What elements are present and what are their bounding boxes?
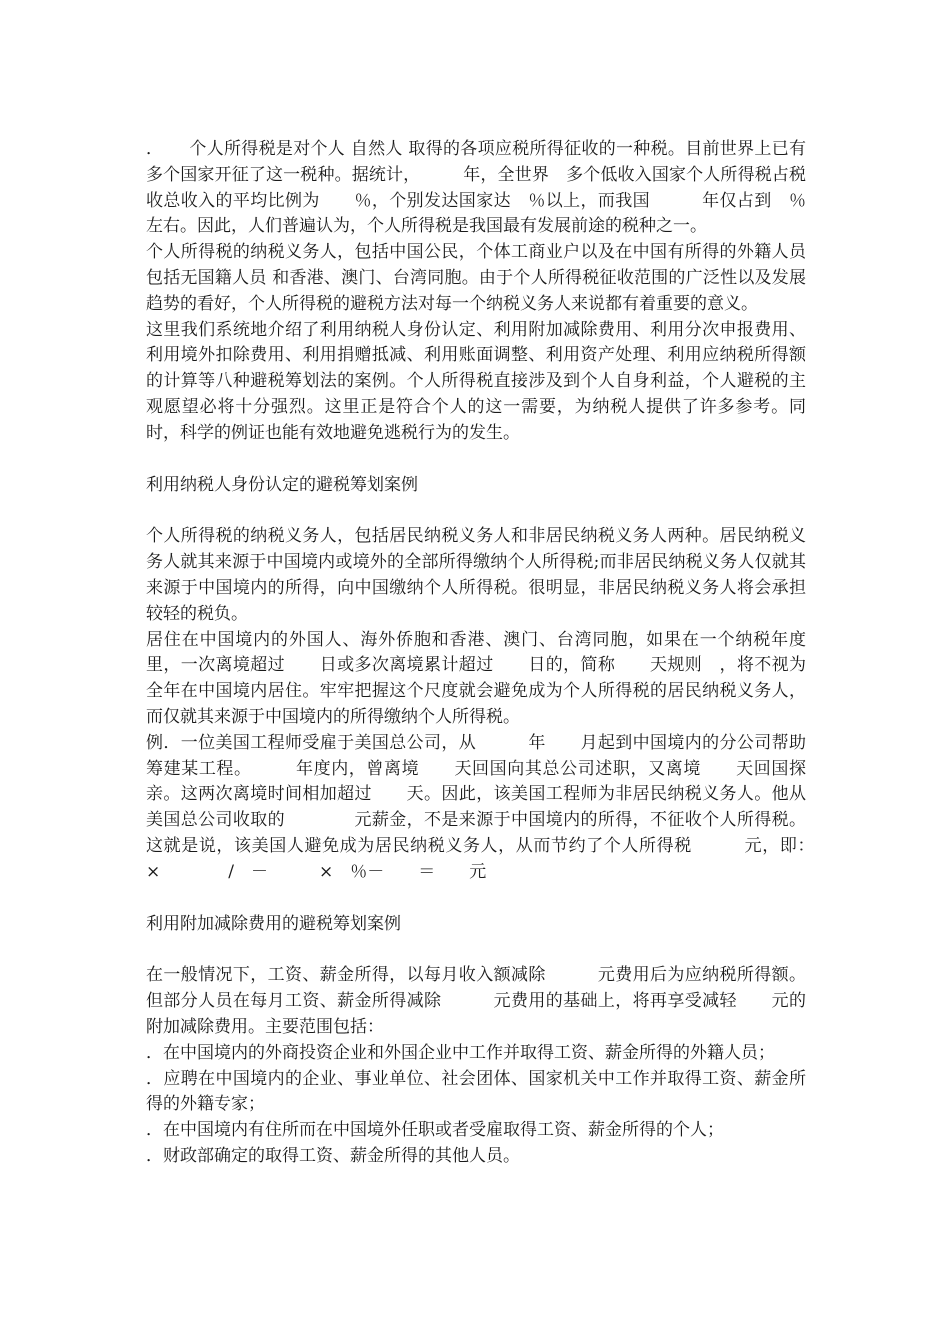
section-heading-identity: 利用纳税人身份认定的避税筹划案例 <box>146 474 418 495</box>
intro-paragraph: 这里我们系统地介绍了利用纳税人身份认定、利用附加减除费用、利用分次申报费用、利用境外扣除费用、利用捐赠抵减、利用账面调整、利用资产处理、利用应纳税所得额的计算等八种避税筹划法的案例。个人所得税直接涉及到个人自身利益，个人避税的主观愿望必将十分强烈。这里正是符合个人的这一需要，为纳税人提供了许多参考。同时，科学的例证也能有效地避免逃税行为的发生。 <box>146 319 806 443</box>
section1-example-paragraph: 例．一位美国工程师受雇于美国总公司，从 年 月起到中国境内的分公司帮助筹建某工程。 年度内，曾离境 天回国向其总公司述职，又离境 天回国探亲。这两次离境时间相加超过 天。因此，该美国工程师为非居民纳税义务人。他从美国总公司收取的 元薪金，不是来源于中国境内的所得，不征收个人所得税。这就是说，该美国人避免成为居民纳税义务人，从而节约了个人所得税 元，即： × / － × ％－ ＝ 元 <box>146 732 840 882</box>
section2-list-item: ．财政部确定的取得工资、薪金所得的其他人员。 <box>146 1145 520 1166</box>
section-heading-deduction: 利用附加减除费用的避税筹划案例 <box>146 913 401 934</box>
section1-paragraph: 个人所得税的纳税义务人，包括居民纳税义务人和非居民纳税义务人两种。居民纳税义务人就其来源于中国境内或境外的全部所得缴纳个人所得税;而非居民纳税义务人仅就其来源于中国境内的所得，向中国缴纳个人所得税。很明显，非居民纳税义务人将会承担较轻的税负。 <box>146 526 806 624</box>
section2-list-item: ．在中国境内的外商投资企业和外国企业中工作并取得工资、薪金所得的外籍人员； <box>146 1042 775 1063</box>
section2-paragraph: 在一般情况下，工资、薪金所得，以每月收入额减除 元费用后为应纳税所得额。但部分人员在每月工资、薪金所得减除 元费用的基础上，将再享受减轻 元的附加减除费用。主要范围包括： <box>146 965 806 1037</box>
section2-list-item: ．应聘在中国境内的企业、事业单位、社会团体、国家机关中工作并取得工资、薪金所得的外籍专家； <box>146 1068 806 1115</box>
section2-list-item: ．在中国境内有住所而在中国境外任职或者受雇取得工资、薪金所得的个人； <box>146 1120 724 1141</box>
section1-paragraph: 居住在中国境内的外国人、海外侨胞和香港、澳门、台湾同胞，如果在一个纳税年度里，一次离境超过 日或多次离境累计超过 日的，简称 天规则 ，将不视为全年在中国境内居住。牢牢把握这个尺度就会避免成为个人所得税的居民纳税义务人，而仅就其来源于中国境内的所得缴纳个人所得税。 <box>146 629 806 727</box>
document-body <box>146 137 840 1170</box>
intro-paragraph: ． 个人所得税是对个人 自然人 取得的各项应税所得征收的一种税。目前世界上已有 多个国家开征了这一税种。据统计， 年，全世界 多个低收入国家个人所得税占税收总收入的平均比例为 ％，个别发达国家达 ％以上，而我国 年仅占到 ％左右。因此，人们普遍认为，个人所得税是我国最有发展前途的税种之一。 <box>146 139 840 237</box>
intro-paragraph: 个人所得税的纳税义务人，包括中国公民，个体工商业户以及在中国有所得的外籍人员 包括无国籍人员 和香港、澳门、台湾同胞。由于个人所得税征收范围的广泛性以及发展趋势的看好，个人所得税的避税方法对每一个纳税义务人来说都有着重要的意义。 <box>146 242 812 314</box>
